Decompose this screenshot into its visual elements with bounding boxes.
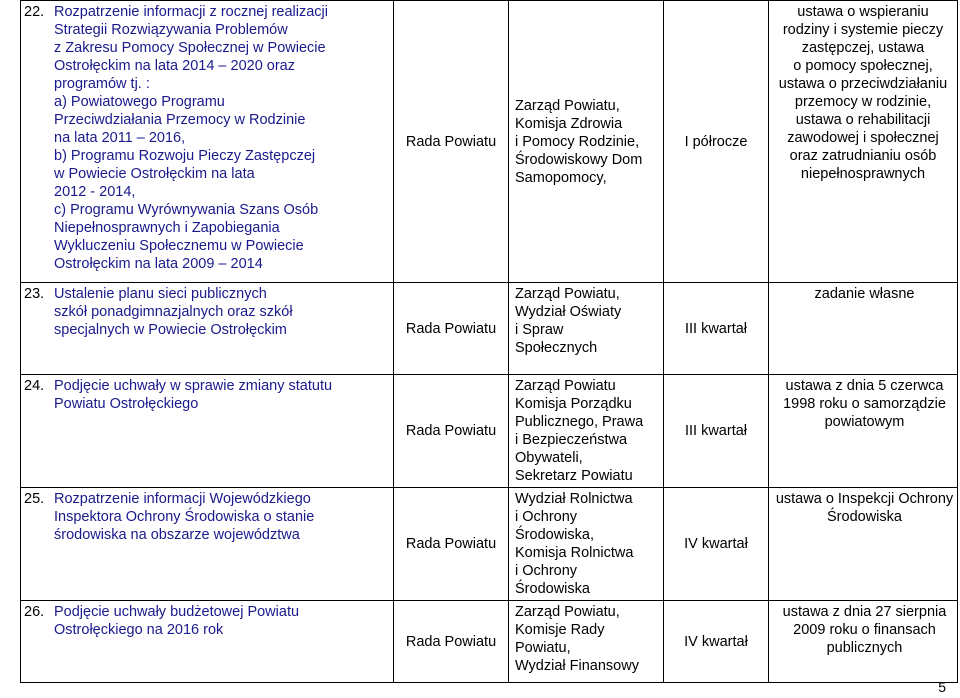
row-number: 25. [21, 488, 51, 601]
executors [509, 283, 664, 375]
task-description-line: Ostrołęckiego na 2016 rok [54, 622, 224, 638]
executors-line: Komisja Porządku [515, 396, 632, 412]
task-description-line: Strategii Rozwiązywania Problemów [54, 22, 288, 38]
term: IV kwartał [664, 601, 769, 683]
task-description-line: Podjęcie uchwały w sprawie zmiany statutu [54, 378, 333, 394]
executors-line: i Ochrony [515, 563, 578, 579]
row-number: 26. [21, 601, 51, 683]
row-number: 22. [21, 1, 51, 283]
legal-basis-line: publicznych [826, 640, 903, 656]
executors-line: Publicznego, Prawa [515, 414, 644, 430]
legal-basis [769, 601, 958, 683]
executors [509, 1, 664, 283]
task-description-line: Przeciwdziałania Przemocy w Rodzinie [54, 112, 306, 128]
task-description [50, 601, 394, 683]
executors-line: Obywateli, [515, 450, 583, 466]
legal-basis [769, 283, 958, 375]
decision-body: Rada Powiatu [394, 1, 509, 283]
legal-basis-line: o pomocy społecznej, [793, 58, 933, 74]
executors-line: Komisja Zdrowia [515, 115, 623, 132]
executors-line: i Pomocy Rodzinie, [515, 133, 640, 150]
legal-basis-line: rodziny i systemie pieczy [782, 22, 944, 38]
task-description [50, 488, 394, 601]
task-description-line: specjalnych w Powiecie Ostrołęckim [54, 322, 287, 338]
executors-line: Powiatu, [515, 640, 571, 656]
term: IV kwartał [664, 488, 769, 601]
legal-basis-line: ustawa o wspieraniu [797, 4, 929, 20]
legal-basis [769, 1, 958, 283]
executors-line: Środowiska, [515, 527, 594, 543]
legal-basis [769, 488, 958, 601]
page-number: 5 [938, 679, 946, 695]
task-description-line: Niepełnosprawnych i Zapobiegania [54, 220, 280, 236]
executors-line: Komisja Rolnictwa [515, 545, 634, 561]
executors-line: Zarząd Powiatu [515, 378, 616, 394]
executors-line: i Bezpieczeństwa [515, 432, 628, 448]
executors-line: Wydział Rolnictwa [515, 491, 633, 507]
task-description-line: na lata 2011 – 2016, [54, 130, 186, 146]
legal-basis-line: ustawa z dnia 5 czerwca [785, 378, 944, 394]
executors-line: i Ochrony [515, 509, 578, 525]
task-description-line: szkół ponadgimnazjalnych oraz szkół [54, 304, 293, 320]
task-description-line: środowiska na obszarze województwa [54, 527, 300, 543]
task-description-line: Ostrołęckim na lata 2014 – 2020 oraz [54, 58, 295, 74]
executors [509, 601, 664, 683]
decision-body: Rada Powiatu [394, 488, 509, 601]
task-description [50, 375, 394, 488]
row-number: 24. [21, 375, 51, 488]
task-description-line: programów tj. : [54, 76, 150, 92]
executors-line: Wydział Oświaty [515, 304, 622, 320]
decision-body: Rada Powiatu [394, 601, 509, 683]
legal-basis-line: Środowiska [827, 509, 902, 525]
legal-basis-line: przemocy w rodzinie, [794, 94, 932, 110]
decision-body: Rada Powiatu [394, 283, 509, 375]
executors-line: Komisje Rady [515, 622, 605, 638]
executors-line: Zarząd Powiatu, [515, 97, 620, 114]
task-description-line: 2012 - 2014, [54, 184, 136, 200]
task-description-line: c) Programu Wyrównywania Szans Osób [54, 202, 319, 218]
schedule-table [20, 0, 958, 683]
table-row [21, 601, 958, 683]
table-row [21, 375, 958, 488]
task-description-line: Inspektora Ochrony Środowiska o stanie [54, 509, 315, 525]
task-description-line: Ustalenie planu sieci publicznych [54, 286, 267, 302]
task-description-line: a) Powiatowego Programu [54, 94, 225, 110]
task-description-line: Podjęcie uchwały budżetowej Powiatu [54, 604, 300, 620]
legal-basis-line: powiatowym [824, 414, 905, 430]
legal-basis-line: zastępczej, ustawa [801, 40, 925, 56]
legal-basis-line: ustawa o przeciwdziałaniu [778, 76, 948, 92]
legal-basis-line: 2009 roku o finansach [793, 622, 936, 638]
task-description-line: Ostrołęckim na lata 2009 – 2014 [54, 256, 263, 272]
legal-basis-line: zawodowej i społecznej [787, 130, 939, 146]
table-row [21, 488, 958, 601]
executors-line: i Spraw [515, 322, 564, 338]
legal-basis-line: ustawa o Inspekcji Ochrony [775, 491, 954, 507]
executors [509, 488, 664, 601]
term: I półrocze [664, 1, 769, 283]
row-number: 23. [21, 283, 51, 375]
decision-body: Rada Powiatu [394, 375, 509, 488]
legal-basis-line: oraz zatrudnianiu osób [789, 148, 937, 164]
legal-basis-line: zadanie własne [814, 286, 915, 302]
task-description-line: b) Programu Rozwoju Pieczy Zastępczej [54, 148, 316, 164]
task-description-line: Rozpatrzenie informacji z rocznej realizacji [54, 4, 328, 20]
task-description [50, 1, 394, 283]
executors-line: Środowiskowy Dom [515, 151, 643, 168]
executors-line: Środowiska [515, 581, 590, 597]
executors-line: Samopomocy, [515, 169, 607, 186]
table-row [21, 283, 958, 375]
executors-line: Zarząd Powiatu, [515, 604, 620, 620]
task-description [50, 283, 394, 375]
task-description-line: w Powiecie Ostrołęckim na lata [54, 166, 255, 182]
term: III kwartał [664, 283, 769, 375]
legal-basis-line: 1998 roku o samorządzie [783, 396, 946, 412]
executors-line: Wydział Finansowy [515, 658, 639, 674]
executors-line: Sekretarz Powiatu [515, 468, 633, 484]
task-description-line: Wykluczeniu Społecznemu w Powiecie [54, 238, 304, 254]
task-description-line: Rozpatrzenie informacji Wojewódzkiego [54, 491, 311, 507]
executors [509, 375, 664, 488]
legal-basis [769, 375, 958, 488]
legal-basis-line: ustawa o rehabilitacji [795, 112, 931, 128]
term: III kwartał [664, 375, 769, 488]
task-description-line: z Zakresu Pomocy Społecznej w Powiecie [54, 40, 326, 56]
task-description-line: Powiatu Ostrołęckiego [54, 396, 199, 412]
table-row [21, 1, 958, 283]
legal-basis-line: ustawa z dnia 27 sierpnia [782, 604, 947, 620]
legal-basis-line: niepełnosprawnych [800, 166, 926, 182]
executors-line: Społecznych [515, 340, 598, 356]
executors-line: Zarząd Powiatu, [515, 286, 620, 302]
